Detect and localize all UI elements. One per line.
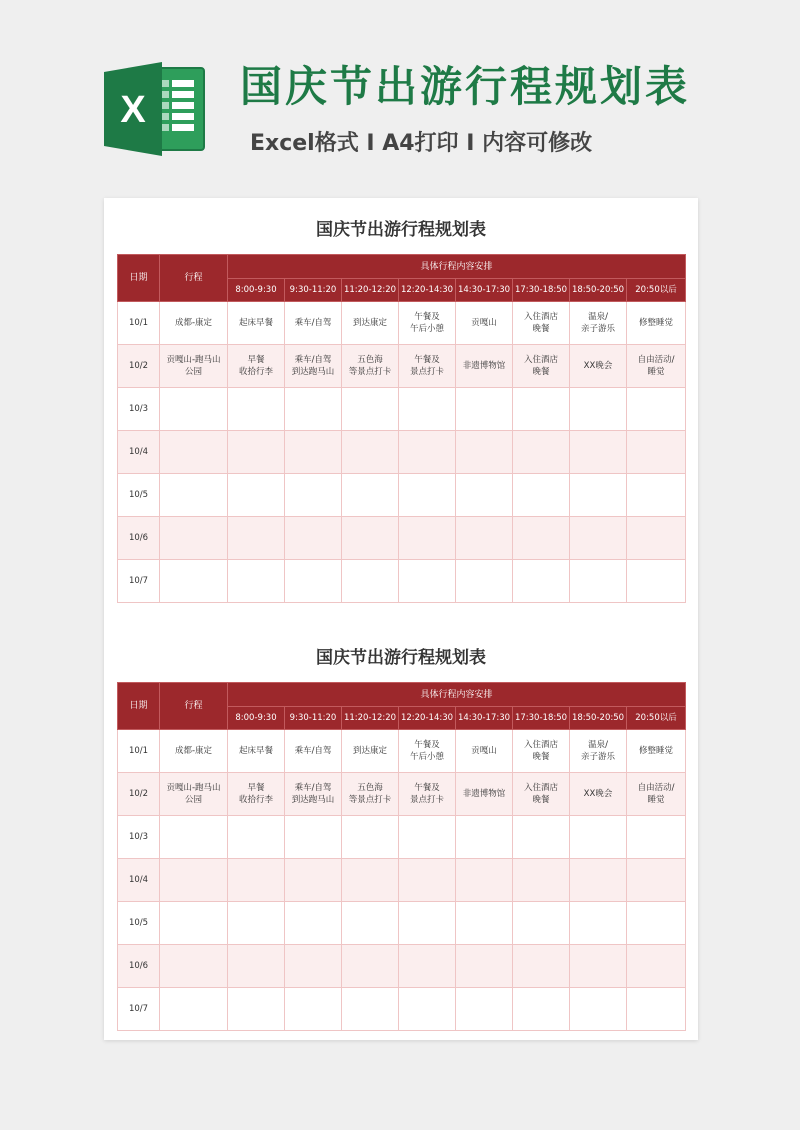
activity-cell[interactable]	[285, 388, 342, 431]
activity-cell[interactable]	[399, 302, 456, 345]
activity-cell-text: 午餐及 午后小憩	[409, 312, 444, 334]
activity-cell[interactable]	[342, 988, 399, 1031]
activity-cell[interactable]	[399, 517, 456, 560]
activity-cell[interactable]	[627, 431, 686, 474]
route-cell[interactable]	[160, 988, 228, 1031]
table-row	[118, 431, 686, 474]
activity-cell[interactable]	[399, 859, 456, 902]
activity-cell-text: 五色海 等景点打卡	[348, 355, 392, 377]
date-cell-text: 10/6	[128, 961, 149, 971]
date-cell[interactable]	[118, 988, 160, 1031]
activity-cell[interactable]	[285, 474, 342, 517]
activity-cell[interactable]	[285, 730, 342, 773]
date-cell[interactable]	[118, 431, 160, 474]
itinerary-block	[117, 644, 685, 1031]
activity-cell[interactable]	[456, 345, 513, 388]
activity-cell-text: 贡嘎山	[471, 746, 497, 756]
activity-cell[interactable]	[627, 859, 686, 902]
date-cell[interactable]	[118, 388, 160, 431]
time-slot-header: 8:00-9:30	[228, 279, 285, 302]
route-cell[interactable]	[160, 730, 228, 773]
activity-cell[interactable]	[570, 988, 627, 1031]
time-slot-header: 14:30-17:30	[456, 279, 513, 302]
activity-cell[interactable]	[513, 474, 570, 517]
activity-cell[interactable]	[228, 730, 285, 773]
excel-logo-icon	[104, 60, 214, 158]
time-slot-header: 11:20-12:20	[342, 279, 399, 302]
activity-cell[interactable]	[342, 560, 399, 603]
activity-cell[interactable]	[456, 816, 513, 859]
route-cell[interactable]	[160, 902, 228, 945]
activity-cell[interactable]	[513, 730, 570, 773]
activity-cell-text: 早餐 收拾行李	[238, 783, 273, 805]
table-row	[118, 302, 686, 345]
route-header: 行程	[160, 683, 228, 730]
activity-cell[interactable]	[228, 431, 285, 474]
table-row	[118, 988, 686, 1031]
time-slot-header: 12:20-14:30	[399, 707, 456, 730]
activity-cell[interactable]	[627, 988, 686, 1031]
route-cell[interactable]	[160, 859, 228, 902]
activity-cell[interactable]	[399, 730, 456, 773]
activity-cell[interactable]	[342, 859, 399, 902]
activity-cell-text: 午餐及 午后小憩	[409, 740, 444, 762]
activity-cell[interactable]	[513, 816, 570, 859]
activity-cell-text: 乘车/自驾 到达跑马山	[291, 783, 335, 805]
date-header: 日期	[118, 683, 160, 730]
table-row	[118, 816, 686, 859]
activity-cell[interactable]	[627, 517, 686, 560]
date-cell-text: 10/4	[128, 875, 149, 885]
activity-cell-text: 非遗博物馆	[462, 361, 506, 371]
activity-cell[interactable]	[228, 945, 285, 988]
activity-cell[interactable]	[456, 302, 513, 345]
activity-cell[interactable]	[627, 302, 686, 345]
activity-cell[interactable]	[513, 560, 570, 603]
time-slot-header: 20:50以后	[627, 279, 686, 302]
route-header: 行程	[160, 255, 228, 302]
sheet-paper	[104, 198, 698, 1040]
table-row	[118, 474, 686, 517]
activity-cell-text: 贡嘎山	[471, 318, 497, 328]
activity-cell[interactable]	[456, 902, 513, 945]
itinerary-table	[117, 254, 686, 603]
activity-cell[interactable]	[456, 730, 513, 773]
date-cell-text: 10/6	[128, 533, 149, 543]
itinerary-table	[117, 682, 686, 1031]
activity-cell[interactable]	[342, 431, 399, 474]
activity-cell-text: 乘车/自驾	[294, 318, 332, 328]
route-cell[interactable]	[160, 431, 228, 474]
date-cell-text: 10/3	[128, 832, 149, 842]
activity-cell[interactable]	[342, 902, 399, 945]
activity-cell[interactable]	[399, 560, 456, 603]
date-cell-text: 10/7	[128, 1004, 149, 1014]
route-cell[interactable]	[160, 388, 228, 431]
time-slot-header: 9:30-11:20	[285, 707, 342, 730]
table-row	[118, 517, 686, 560]
activity-cell-text: 早餐 收拾行李	[238, 355, 273, 377]
route-cell-text: 成都-康定	[174, 318, 213, 328]
table-row	[118, 902, 686, 945]
activity-cell[interactable]	[627, 816, 686, 859]
activity-cell[interactable]	[627, 345, 686, 388]
activity-cell[interactable]	[285, 945, 342, 988]
route-cell[interactable]	[160, 560, 228, 603]
activity-cell[interactable]	[228, 988, 285, 1031]
time-slot-header: 17:30-18:50	[513, 279, 570, 302]
activity-cell-text: 自由活动/ 睡觉	[637, 355, 675, 377]
activity-cell[interactable]	[285, 431, 342, 474]
activity-cell[interactable]	[456, 859, 513, 902]
date-cell-text: 10/7	[128, 576, 149, 586]
activity-cell[interactable]	[627, 945, 686, 988]
activity-cell[interactable]	[399, 902, 456, 945]
activity-cell[interactable]	[285, 816, 342, 859]
activity-cell[interactable]	[570, 517, 627, 560]
activity-cell[interactable]	[399, 431, 456, 474]
activity-cell-text: XX晚会	[583, 789, 613, 799]
activity-cell[interactable]	[342, 302, 399, 345]
date-cell[interactable]	[118, 816, 160, 859]
activity-cell[interactable]	[570, 474, 627, 517]
activity-cell-text: 修整睡觉	[639, 318, 674, 328]
table-row	[118, 945, 686, 988]
activity-cell[interactable]	[570, 388, 627, 431]
activity-cell[interactable]	[399, 945, 456, 988]
table-row	[118, 730, 686, 773]
activity-cell[interactable]	[513, 773, 570, 816]
detail-header: 具体行程内容安排	[228, 683, 686, 707]
activity-cell-text: 午餐及 景点打卡	[409, 783, 444, 805]
activity-cell[interactable]	[228, 474, 285, 517]
time-slot-header: 12:20-14:30	[399, 279, 456, 302]
activity-cell[interactable]	[570, 816, 627, 859]
activity-cell-text: 午餐及 景点打卡	[409, 355, 444, 377]
page-title: 国庆节出游行程规划表	[240, 62, 691, 111]
activity-cell[interactable]	[399, 345, 456, 388]
time-slot-header: 9:30-11:20	[285, 279, 342, 302]
activity-cell[interactable]	[570, 773, 627, 816]
page-subtitle: Excel格式 I A4打印 I 内容可修改	[250, 131, 593, 156]
date-header: 日期	[118, 255, 160, 302]
activity-cell[interactable]	[456, 773, 513, 816]
activity-cell-text: 起床早餐	[238, 318, 273, 328]
activity-cell[interactable]	[513, 345, 570, 388]
activity-cell[interactable]	[285, 517, 342, 560]
activity-cell-text: 到达康定	[352, 746, 387, 756]
activity-cell[interactable]	[228, 302, 285, 345]
activity-cell-text: 入住酒店 晚餐	[523, 312, 558, 334]
activity-cell[interactable]	[228, 816, 285, 859]
activity-cell[interactable]	[228, 560, 285, 603]
activity-cell[interactable]	[570, 730, 627, 773]
activity-cell-text: 修整睡觉	[639, 746, 674, 756]
activity-cell[interactable]	[342, 816, 399, 859]
sheet-title: 国庆节出游行程规划表	[316, 648, 486, 668]
activity-cell[interactable]	[456, 388, 513, 431]
activity-cell-text: 乘车/自驾 到达跑马山	[291, 355, 335, 377]
activity-cell[interactable]	[228, 902, 285, 945]
activity-cell[interactable]	[627, 773, 686, 816]
date-cell-text: 10/4	[128, 447, 149, 457]
time-slot-header: 17:30-18:50	[513, 707, 570, 730]
table-row	[118, 859, 686, 902]
date-cell-text: 10/1	[128, 318, 149, 328]
activity-cell[interactable]	[513, 388, 570, 431]
route-cell[interactable]	[160, 474, 228, 517]
activity-cell[interactable]	[399, 773, 456, 816]
sheet-title: 国庆节出游行程规划表	[316, 220, 486, 240]
activity-cell[interactable]	[399, 474, 456, 517]
date-cell[interactable]	[118, 730, 160, 773]
date-cell-text: 10/5	[128, 918, 149, 928]
activity-cell[interactable]	[285, 773, 342, 816]
date-cell[interactable]	[118, 859, 160, 902]
activity-cell[interactable]	[285, 560, 342, 603]
activity-cell[interactable]	[456, 474, 513, 517]
activity-cell[interactable]	[285, 345, 342, 388]
activity-cell[interactable]	[342, 945, 399, 988]
table-row	[118, 773, 686, 816]
activity-cell-text: 自由活动/ 睡觉	[637, 783, 675, 805]
route-cell[interactable]	[160, 517, 228, 560]
activity-cell[interactable]	[342, 773, 399, 816]
activity-cell-text: 入住酒店 晚餐	[523, 355, 558, 377]
activity-cell[interactable]	[342, 517, 399, 560]
date-cell-text: 10/2	[128, 361, 149, 371]
time-slot-header: 20:50以后	[627, 707, 686, 730]
activity-cell[interactable]	[456, 431, 513, 474]
route-cell[interactable]	[160, 773, 228, 816]
activity-cell-text: 非遗博物馆	[462, 789, 506, 799]
activity-cell[interactable]	[456, 988, 513, 1031]
date-cell-text: 10/3	[128, 404, 149, 414]
table-row	[118, 345, 686, 388]
activity-cell-text: 温泉/ 亲子游乐	[580, 740, 615, 762]
activity-cell[interactable]	[513, 902, 570, 945]
activity-cell[interactable]	[456, 945, 513, 988]
date-cell[interactable]	[118, 902, 160, 945]
activity-cell-text: XX晚会	[583, 361, 613, 371]
time-slot-header: 18:50-20:50	[570, 707, 627, 730]
route-cell-text: 贡嘎山-跑马山 公园	[166, 355, 221, 377]
activity-cell[interactable]	[342, 730, 399, 773]
date-cell-text: 10/2	[128, 789, 149, 799]
activity-cell-text: 乘车/自驾	[294, 746, 332, 756]
activity-cell[interactable]	[285, 988, 342, 1031]
activity-cell[interactable]	[228, 773, 285, 816]
time-slot-header: 8:00-9:30	[228, 707, 285, 730]
activity-cell[interactable]	[570, 902, 627, 945]
table-row	[118, 388, 686, 431]
activity-cell[interactable]	[456, 517, 513, 560]
activity-cell[interactable]	[570, 302, 627, 345]
date-cell-text: 10/5	[128, 490, 149, 500]
page-header	[0, 0, 800, 190]
activity-cell-text: 起床早餐	[238, 746, 273, 756]
activity-cell-text: 入住酒店 晚餐	[523, 783, 558, 805]
time-slot-header: 14:30-17:30	[456, 707, 513, 730]
activity-cell[interactable]	[570, 859, 627, 902]
activity-cell[interactable]	[228, 388, 285, 431]
date-cell[interactable]	[118, 560, 160, 603]
activity-cell-text: 五色海 等景点打卡	[348, 783, 392, 805]
time-slot-header: 11:20-12:20	[342, 707, 399, 730]
activity-cell[interactable]	[399, 988, 456, 1031]
route-cell[interactable]	[160, 816, 228, 859]
activity-cell[interactable]	[228, 859, 285, 902]
svg-text:X: X	[120, 89, 146, 131]
activity-cell[interactable]	[570, 560, 627, 603]
date-cell[interactable]	[118, 945, 160, 988]
activity-cell[interactable]	[285, 902, 342, 945]
table-row	[118, 560, 686, 603]
activity-cell[interactable]	[513, 988, 570, 1031]
route-cell-text: 成都-康定	[174, 746, 213, 756]
activity-cell[interactable]	[399, 816, 456, 859]
date-cell-text: 10/1	[128, 746, 149, 756]
route-cell[interactable]	[160, 945, 228, 988]
activity-cell[interactable]	[513, 302, 570, 345]
activity-cell[interactable]	[627, 730, 686, 773]
time-slot-header: 18:50-20:50	[570, 279, 627, 302]
activity-cell[interactable]	[285, 859, 342, 902]
activity-cell[interactable]	[513, 945, 570, 988]
activity-cell-text: 到达康定	[352, 318, 387, 328]
activity-cell[interactable]	[513, 431, 570, 474]
activity-cell[interactable]	[342, 388, 399, 431]
date-cell[interactable]	[118, 302, 160, 345]
date-cell[interactable]	[118, 773, 160, 816]
activity-cell[interactable]	[570, 945, 627, 988]
activity-cell[interactable]	[627, 902, 686, 945]
itinerary-block	[117, 216, 685, 603]
route-cell-text: 贡嘎山-跑马山 公园	[166, 783, 221, 805]
activity-cell[interactable]	[456, 560, 513, 603]
activity-cell[interactable]	[228, 517, 285, 560]
activity-cell[interactable]	[285, 302, 342, 345]
activity-cell[interactable]	[570, 431, 627, 474]
activity-cell[interactable]	[570, 345, 627, 388]
activity-cell[interactable]	[342, 474, 399, 517]
route-cell[interactable]	[160, 345, 228, 388]
activity-cell[interactable]	[627, 388, 686, 431]
date-cell[interactable]	[118, 345, 160, 388]
activity-cell-text: 入住酒店 晚餐	[523, 740, 558, 762]
activity-cell[interactable]	[513, 517, 570, 560]
date-cell[interactable]	[118, 517, 160, 560]
activity-cell[interactable]	[399, 388, 456, 431]
activity-cell[interactable]	[627, 474, 686, 517]
activity-cell-text: 温泉/ 亲子游乐	[580, 312, 615, 334]
activity-cell[interactable]	[228, 345, 285, 388]
activity-cell[interactable]	[342, 345, 399, 388]
activity-cell[interactable]	[513, 859, 570, 902]
date-cell[interactable]	[118, 474, 160, 517]
route-cell[interactable]	[160, 302, 228, 345]
activity-cell[interactable]	[627, 560, 686, 603]
detail-header: 具体行程内容安排	[228, 255, 686, 279]
